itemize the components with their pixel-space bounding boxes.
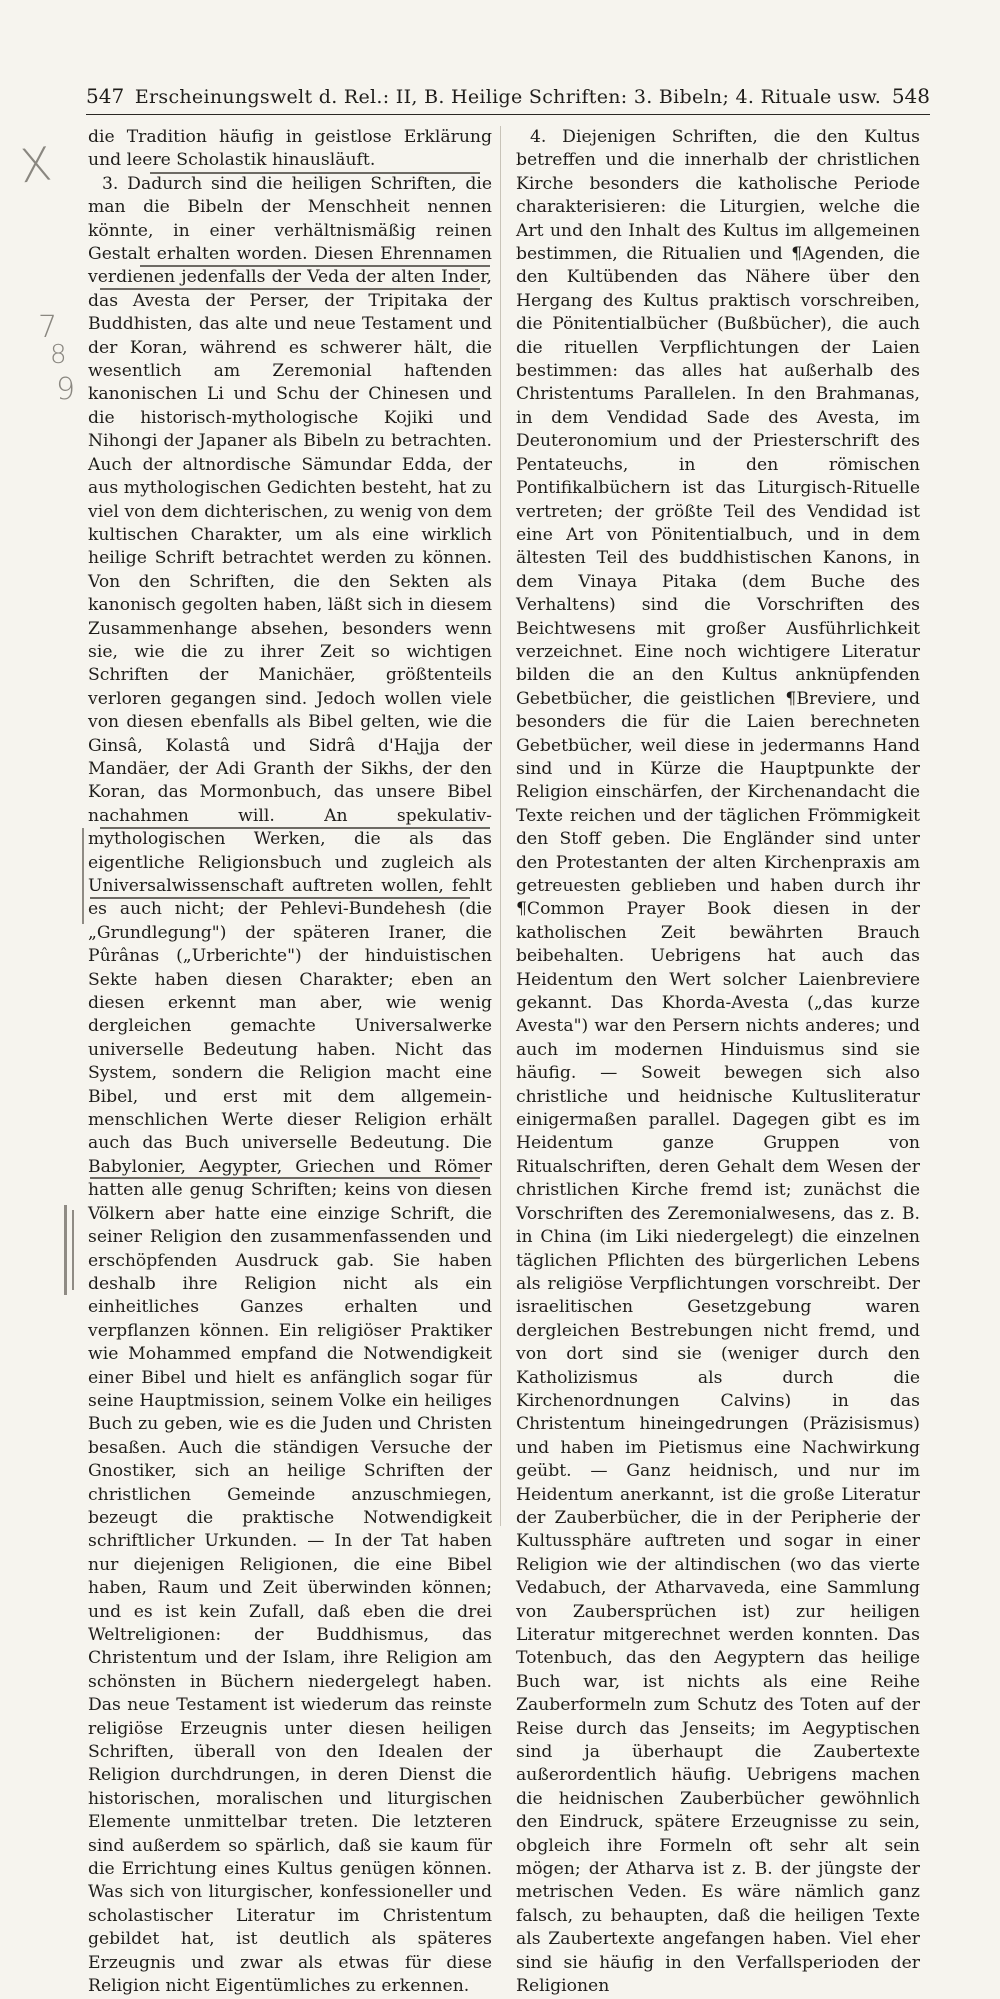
left-paragraph-2: 3. Dadurch sind die heiligen Schriften, die man die Bibeln der Menschheit nennen könnte, in einer verhältnismäßig reinen Gestalt erhalten worden. Diesen Ehrennamen verdienen jedenfalls der Veda der alten Inder, das Avesta der Perser, der Tripitaka der Buddhisten, das alte und neue Testament und der Koran, während es schwerer hält, die wesentlich am Zeremonial haftenden kanonischen Li und Schu der Chinesen und die historisch-mythologische Kojiki und Nihongi der Japaner als Bibeln zu betrachten. Auch der altnordische Sämundar Edda, der aus mythologischen Gedichten besteht, hat zu viel von dem dichterischen, zu wenig von dem kultischen Charakter, um als eine wirklich heilige Schrift betrachtet werden zu können. Von den Schriften, die den Sekten als kanonisch gegolten haben, läßt sich in diesem Zusammenhange absehen, besonders wenn sie, wie die zu ihrer Zeit so wichtigen Schriften der Manichäer, größtenteils verloren gegangen sind. Jedoch wollen viele von diesen ebenfalls als Bibel gelten, wie die Ginsâ, Kolastâ und Sidrâ d'Hajja der Mandäer, der Adi Granth der Sikhs, der den Koran, das Mormonbuch, das unsere Bibel nachahmen will. An spekulativ-mythologischen Werken, die als das eigentliche Religionsbuch und zugleich als Universalwissenschaft auftreten wollen, fehlt es auch nicht; der Pehlevi-Bundehesh (die „Grundlegung") der späteren Iraner, die Pûrânas („Urberichte") der hinduistischen Sekte haben diesen Charakter; eben an diesen erkennt man aber, wie wenig dergleichen gemachte Universalwerke universelle Bedeutung haben. Nicht das System, sondern die Religion macht eine Bibel, und erst mit dem allgemein-menschlichen Werte dieser Religion erhält auch das Buch universelle Bedeutung. Die Babylonier, Aegypter, Griechen und Römer hatten alle genug Schriften; keins von diesen Völkern aber hatte eine einzige Schrift, die seiner Religion den zusammenfassenden und erschöpfenden Ausdruck gab. Sie haben deshalb ihre Religion nicht als ein einheitliches Ganzes erhalten und verpflanzen können. Ein religiöser Praktiker wie Mohammed empfand die Notwendigkeit einer Bibel und hielt es anfänglich sogar für seine Hauptmission, seinem Volke ein heiliges Buch zu geben, wie es die Juden und Christen besaßen. Auch die ständigen Versuche der Gnostiker, sich an heilige Schriften der christlichen Gemeinde anzuschmiegen, bezeugt die praktische Notwendigkeit schriftlicher Urkunden. — In der Tat haben nur diejenigen Religionen, die eine Bibel haben, Raum und Zeit überwinden können; und es ist kein Zufall, daß eben die drei Weltreligionen: der Buddhismus, das Christentum und der Islam, ihre Religion am schönsten in Büchern niedergelegt haben. Das neue Testament ist wiederum das reinste religiöse Erzeugnis unter diesen heiligen Schriften, überall von den Idealen der Religion durchdrungen, in deren Dienst die historischen, moralischen und liturgischen Elemente unmittelbar treten. Die letzteren sind außerdem so spärlich, daß sie kaum für die Errichtung eines Kultus genügen können. Was sich von liturgischer, konfessioneller und scholastischer Literatur im Christentum gebildet hat, ist deutlich als späteres Erzeugnis und zwar als etwas für diese Religion nicht Eigentümliches zu erkennen. xyxy=(88,173,492,1997)
pencil-margin-number: 9 xyxy=(56,372,76,407)
pencil-margin-bar xyxy=(82,828,84,924)
pencil-x-mark: X xyxy=(17,136,55,194)
pencil-underline xyxy=(150,172,480,174)
pencil-margin-bar xyxy=(64,1205,67,1295)
right-paragraph-1: 4. Diejenigen Schriften, die den Kultus betreffen und die innerhalb der christlichen Kirche besonders die katholische Periode charakterisieren: die Liturgien, welche die Art und den Inhalt des Kultus im allgemeinen bestimmen, die Ritualien und ¶Agenden, die den Kultübenden das Nähere über den Hergang des Kultus praktisch vorschreiben, die Pönitentialbücher (Bußbücher), die auch die rituellen Verpflichtungen der Laien bestimmen: das alles hat außerhalb des Christentums Parallelen. In den Brahmanas, in dem Vendidad Sade des Avesta, im Deuteronomium und der Priesterschrift des Pentateuchs, in den römischen Pontifikalbüchern ist das Liturgisch-Rituelle vertreten; der größte Teil des Vendidad ist eine Art von Pönitentialbuch, und in dem ältesten Teil des buddhistischen Kanons, in dem Vinaya Pitaka (dem Buche des Verhaltens) sind die Vorschriften des Beichtwesens mit großer Ausführlichkeit verzeichnet. Eine noch wichtigere Literatur bilden die an den Kultus anknüpfenden Gebetbücher, die geistlichen ¶Breviere, und besonders die für die Laien berechneten Gebetbücher, weil diese in jedermanns Hand sind und in Kürze die Hauptpunkte der Religion einschärfen, der Kirchenandacht die Texte reichen und der täglichen Frömmigkeit den Stoff geben. Die Engländer sind unter den Protestanten der alten Kirchenpraxis am getreuesten geblieben und haben durch ihr ¶Common Prayer Book diesen in der katholischen Zeit bewährten Brauch beibehalten. Uebrigens hat auch das Heidentum den Wert solcher Laienbreviere gekannt. Das Khorda-Avesta („das kurze Avesta") war den Persern nichts anderes; und auch im modernen Hinduismus sind sie häufig. — Soweit bewegen sich also christliche und heidnische Kultusliteratur einigermaßen parallel. Dagegen gibt es im Heidentum ganze Gruppen von Ritualschriften, deren Gehalt dem Wesen der christlichen Kirche fremd ist; zunächst die Vorschriften des Zeremonialwesens, das z. B. in China (im Liki niedergelegt) die einzelnen täglichen Pflichten des bürgerlichen Lebens als religiöse Verpflichtungen vorschreibt. Der israelitischen Gesetzgebung waren dergleichen Bestrebungen nicht fremd, und von dort sind sie (weniger durch den Katholizismus als durch die Kirchenordnungen Calvins) in das Christentum hineingedrungen (Präzisismus) und haben im Pietismus eine Nachwirkung geübt. — Ganz heidnisch, und nur im Heidentum anerkannt, ist die große Literatur der Zauberbücher, die in der Peripherie der Kultussphäre auftreten und sogar in einer Religion wie der altindischen (wo das vierte Vedabuch, der Atharvaveda, eine Sammlung von Zaubersprüchen ist) zur heiligen Literatur mitgerechnet werden konnten. Das Totenbuch, das den Aegyptern das heilige Buch war, ist nichts als eine Reihe Zauberformeln zum Schutz des Toten auf der Reise durch das Jenseits; im Aegyptischen sind ja überhaupt die Zaubertexte außerordentlich häufig. Uebrigens machen die heidnischen Zauberbücher gewöhnlich den Eindruck, spätere Erzeugnisse zu sein, obgleich ihre Formeln oft sehr alt sein mögen; der Atharva ist z. B. der jüngste der metrischen Veden. Es wäre nämlich ganz falsch, zu behaupten, daß die heiligen Texte als Zaubertexte angefangen haben. Viel eher sind sie häufig in den Verfallsperioden der Religionen xyxy=(516,127,920,1997)
right-column xyxy=(516,126,920,1999)
pencil-margin-bar xyxy=(72,1210,74,1290)
page-number-left: 547 xyxy=(86,84,125,108)
pencil-underline xyxy=(90,897,470,899)
page-number-right: 548 xyxy=(891,84,930,108)
left-column xyxy=(88,126,492,1999)
pencil-underline xyxy=(90,1177,480,1179)
running-header xyxy=(86,74,930,115)
running-title: Erscheinungswelt d. Rel.: II, B. Heilige Schriften: 3. Bibeln; 4. Rituale usw. xyxy=(134,86,882,108)
left-paragraph-1: die Tradition häufig in geistlose Erklärung und leere Scholastik hinausläuft. xyxy=(88,127,492,171)
pencil-underline xyxy=(140,265,490,267)
pencil-underline xyxy=(100,288,480,290)
pencil-margin-number: 7 xyxy=(38,310,58,345)
pencil-underline xyxy=(100,827,490,829)
column-divider xyxy=(500,126,501,1526)
pencil-margin-number: 8 xyxy=(50,340,67,370)
